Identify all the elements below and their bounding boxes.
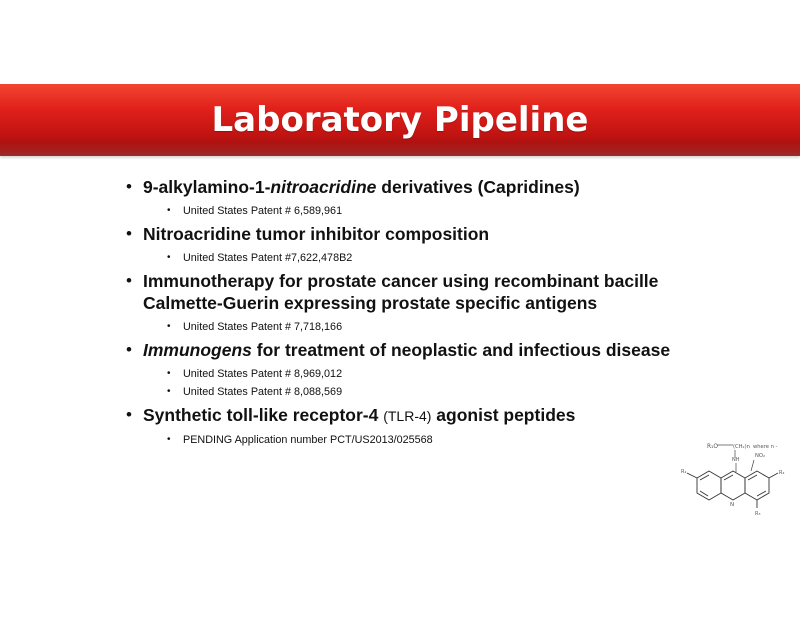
item-text-part: derivatives (Capridines) xyxy=(376,177,580,197)
bullet-icon: • xyxy=(126,405,132,424)
sub-bullet-icon: • xyxy=(167,205,171,216)
item-text-part: agonist peptides xyxy=(431,405,576,425)
structure-label-no2: NO₂ xyxy=(755,453,766,459)
structure-label-nh: NH xyxy=(732,457,740,463)
patent-list-item xyxy=(167,318,700,336)
patent-list-item xyxy=(167,383,700,401)
structure-bond xyxy=(751,460,754,471)
sub-bullet-icon: • xyxy=(167,252,171,263)
pipeline-list xyxy=(126,176,700,452)
sub-bullet-icon: • xyxy=(167,368,171,379)
patent-text: United States Patent # 8,969,012 xyxy=(183,368,343,380)
application-list-item xyxy=(167,431,700,449)
patent-list-item xyxy=(167,249,700,267)
pipeline-item-immunogens xyxy=(126,339,700,401)
patent-text: United States Patent # 6,589,961 xyxy=(183,205,343,217)
item-text-italic-part: Immunogens xyxy=(143,340,252,360)
structure-label-n: N xyxy=(730,502,735,508)
pipeline-item-tumor-inhibitor xyxy=(126,223,700,267)
item-text-part: Synthetic toll-like receptor-4 xyxy=(143,405,384,425)
item-text-part: for treatment of neoplastic and infectious disease xyxy=(251,340,671,360)
patent-text: United States Patent #7,622,478B2 xyxy=(183,252,353,264)
pipeline-item-text xyxy=(143,176,700,198)
patent-list xyxy=(126,365,700,401)
structure-label-where: where n - xyxy=(753,444,778,450)
pipeline-item-heading xyxy=(126,339,700,361)
bullet-icon: • xyxy=(126,224,132,243)
pipeline-item-text xyxy=(143,404,700,427)
patent-list-item xyxy=(167,202,700,220)
item-text-part: 9-alkylamino-1- xyxy=(143,177,271,197)
patent-list-item xyxy=(167,365,700,383)
patent-list xyxy=(126,249,700,267)
structure-label-chain: (CH₂)n xyxy=(733,444,750,450)
slide-title: Laboratory Pipeline xyxy=(211,100,589,140)
structure-label-r3: R₃ xyxy=(755,511,761,517)
bullet-icon: • xyxy=(126,177,132,196)
bullet-icon: • xyxy=(126,340,132,359)
chemical-structure-diagram xyxy=(675,436,790,538)
pipeline-item-prostate-immunotherapy xyxy=(126,270,700,336)
sub-bullet-icon: • xyxy=(167,434,171,445)
pipeline-item-text xyxy=(143,339,700,361)
pipeline-item-heading xyxy=(126,223,700,245)
sub-bullet-icon: • xyxy=(167,321,171,332)
structure-label-r2: R₂ xyxy=(681,469,687,475)
application-text: PENDING Application number PCT/US2013/025568 xyxy=(183,434,433,446)
pipeline-item-heading xyxy=(126,270,700,314)
item-text-italic-part: nitroacridine xyxy=(270,177,377,197)
structure-label-r1o: R₁O xyxy=(707,444,718,450)
patent-text: United States Patent # 8,088,569 xyxy=(183,386,343,398)
application-list xyxy=(126,431,700,449)
pipeline-item-heading xyxy=(126,176,700,198)
pipeline-item-tlr4-peptides xyxy=(126,404,700,449)
pipeline-item-text: Immunotherapy for prostate cancer using recombinant bacille Calmette-Guerin expressing prostate specific antigens xyxy=(143,271,659,313)
structure-label-r4: R₄ xyxy=(779,470,785,476)
patent-text: United States Patent # 7,718,166 xyxy=(183,321,343,333)
pipeline-item-heading xyxy=(126,404,700,427)
sub-bullet-icon: • xyxy=(167,386,171,397)
pipeline-item-text: Nitroacridine tumor inhibitor composition xyxy=(143,224,490,244)
pipeline-item-capridines xyxy=(126,176,700,220)
patent-list xyxy=(126,318,700,336)
bullet-icon: • xyxy=(126,271,132,290)
item-text-small-part: (TLR-4) xyxy=(383,408,432,424)
patent-list xyxy=(126,202,700,220)
